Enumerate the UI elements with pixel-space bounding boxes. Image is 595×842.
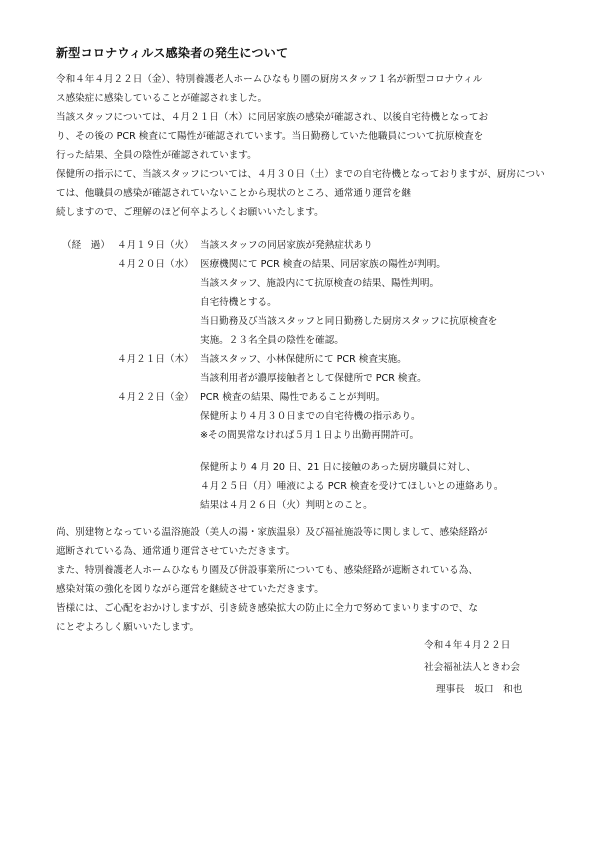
- timeline-text: 当該スタッフ、小林保健所にて PCR 検査実施。: [200, 354, 407, 365]
- timeline-text: 当該利用者が濃厚接触者として保健所で PCR 検査。: [200, 373, 427, 384]
- intro-line: 行った結果、全員の陰性が確認されています。: [56, 150, 257, 161]
- closing-line: 皆様には、ご心配をおかけしますが、引き続き感染拡大の防止に全力で努めてまいりますので、な: [56, 603, 478, 614]
- timeline-text: 当該スタッフの同居家族が発熱症状あり: [200, 240, 373, 251]
- timeline-text: ※その間異常なければ５月１日より出勤再開許可。: [200, 430, 420, 441]
- timeline-text: 当日勤務及び当該スタッフと同日勤務した厨房スタッフに抗原検査を: [200, 316, 498, 327]
- closing-line: 遮断されている為、通常通り運営させていただきます。: [56, 546, 296, 557]
- intro-line: り、その後の PCR 検査にて陽性が確認されています。当日勤務していた他職員について抗原検査を: [56, 131, 484, 142]
- timeline-date: ４月１９日（火）: [117, 240, 194, 251]
- timeline-heading: （経 過）: [62, 240, 110, 251]
- signature-date: 令和４年４月２２日: [424, 640, 511, 651]
- intro-paragraph: [56, 70, 546, 222]
- timeline-text: 保健所より 4 月 20 日、21 日に接触のあった厨房職員に対し、: [200, 462, 476, 473]
- closing-line: また、特別養護老人ホームひなもり園及び併設事業所についても、感染経路が遮断されている為、: [56, 565, 478, 576]
- intro-line: ス感染症に感染していることが確認されました。: [56, 93, 268, 104]
- closing-line: 感染対策の強化を図りながら運営を継続させていただきます。: [56, 584, 324, 595]
- intro-line: 令和４年４月２２日（金）、特別養護老人ホームひなもり園の厨房スタッフ１名が新型コロナウィル: [56, 74, 483, 85]
- timeline-date: ４月２２日（金）: [117, 392, 194, 403]
- timeline-text: 結果は４月２６日（火）判明とのこと。: [200, 500, 373, 511]
- closing-line: 尚、別建物となっている温浴施設（美人の湯・家族温泉）及び福祉施設等に関しまして、感染経路が: [56, 527, 488, 538]
- timeline-text: 実施。２３名全員の陰性を確認。: [200, 335, 344, 346]
- timeline-text: 医療機関にて PCR 検査の結果、同居家族の陽性が判明。: [200, 259, 446, 270]
- timeline-text: 保健所より４月３０日までの自宅待機の指示あり。: [200, 411, 421, 422]
- timeline-text: PCR 検査の結果、陽性であることが判明。: [200, 392, 386, 403]
- timeline-date: ４月２０日（水）: [117, 259, 194, 270]
- timeline-text: 自宅待機とする。: [200, 297, 277, 308]
- closing-line: にとぞよろしく願いいたします。: [56, 622, 200, 633]
- timeline-text: 当該スタッフ、施設内にて抗原検査の結果、陽性判明。: [200, 278, 440, 289]
- intro-line: 当該スタッフについては、４月２１日（木）に同居家族の感染が確認され、以後自宅待機となってお: [56, 112, 489, 123]
- signature-chairman: 理事長 坂口 和也: [436, 684, 523, 695]
- timeline-date: ４月２１日（木）: [117, 354, 194, 365]
- intro-line: 続しますので、ご理解のほど何卒よろしくお願いいたします。: [56, 207, 324, 218]
- signature-organization: 社会福祉法人ときわ会: [424, 662, 520, 673]
- timeline-text: ４月２５日（月）唾液による PCR 検査を受けてほしいとの連絡あり。: [200, 481, 504, 492]
- document-title: 新型コロナウィルス感染者の発生について: [56, 46, 289, 60]
- intro-line: 保健所の指示にて、当該スタッフについては、４月３０日（土）までの自宅待機となっておりますが、厨房については、他職員の感染が確認されていないことから現状のところ、通常通り運営を継: [56, 169, 545, 199]
- closing-paragraph: [56, 523, 546, 637]
